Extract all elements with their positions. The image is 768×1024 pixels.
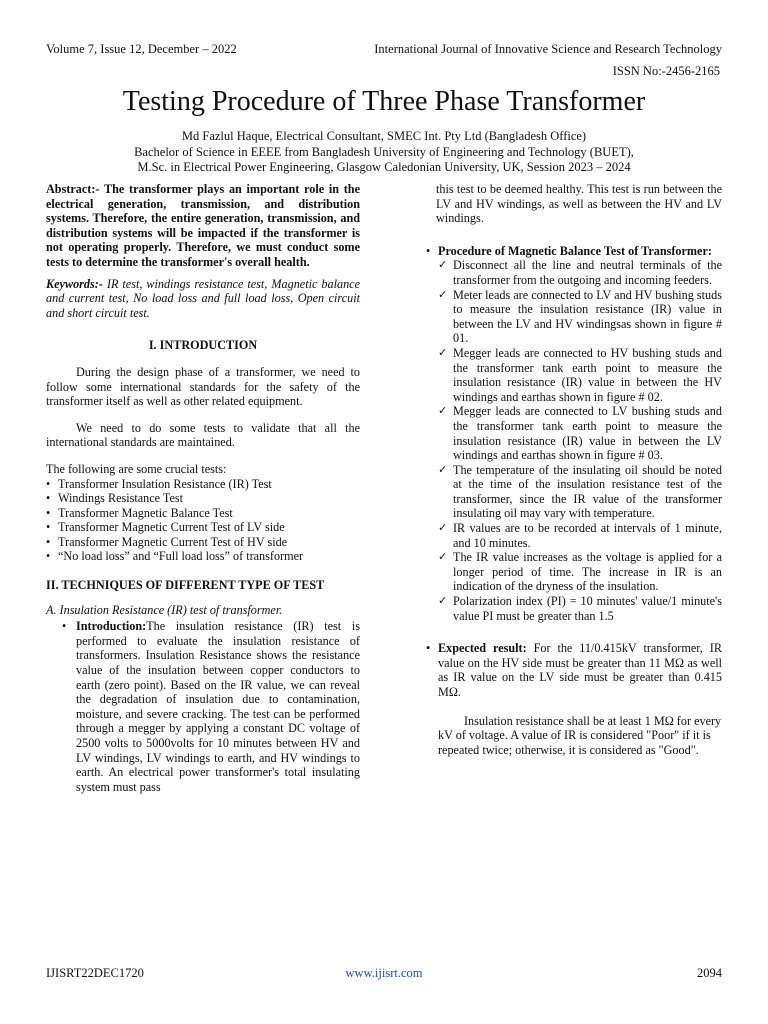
list-item: • Windings Resistance Test: [46, 491, 360, 506]
left-column: [46, 182, 360, 794]
introduction-text: The insulation resistance (IR) test is performed to evaluate the insulation resistance of transformers. Insulation Resistance shows the resistance value of the insulation between copper conductors to earth (zero point). Based on the IR value, we can reveal the degradation of insulation due to contamination, moisture, and severe cracking. The test can be performed through a megger by applying a constant DC voltage of 2500 volts to 5000volts for 10 minutes between HV and LV windings, LV windings to earth, and HV windings to earth. An electrical power transformer's total insulating system must pass: [76, 619, 360, 794]
checkmark-icon: ✓: [438, 463, 448, 476]
continued-paragraph: this test to be deemed healthy. This test is run between the LV and HV windings, as well as between the HV and LV windings.: [436, 182, 722, 226]
author-block: [0, 129, 768, 176]
section-heading-techniques: II. TECHNIQUES OF DIFFERENT TYPE OF TEST: [46, 578, 325, 593]
list-item: ✓ Disconnect all the line and neutral terminals of the transformer from the outgoing and incoming feeders.: [438, 258, 722, 287]
checkmark-icon: ✓: [438, 346, 448, 359]
expected-label: Expected result:: [438, 641, 527, 656]
checkmark-icon: ✓: [438, 259, 448, 272]
procedure-steps: [426, 258, 722, 623]
keywords-label: Keywords:-: [46, 276, 103, 291]
bullet-icon: •: [426, 243, 431, 258]
list-item: ✓ Meter leads are connected to LV and HV bushing studs to measure the insulation resistance (IR) value in between the LV and HV windingsas shown in figure # 01.: [438, 287, 722, 346]
tests-list: [46, 477, 360, 565]
intro-paragraph-1: During the design phase of a transformer, we need to follow some international standards for the safety of the transformer itself as well as other related equipment.: [46, 364, 360, 409]
keywords: [46, 277, 360, 321]
list-item: ✓ The IR value increases as the voltage is applied for a longer period of time. The increase in IR is an indication of the dryness of the insulation.: [438, 550, 722, 594]
paper-title: Testing Procedure of Three Phase Transformer: [122, 86, 646, 117]
checkmark-icon: ✓: [438, 522, 448, 535]
introduction-bullet: [46, 619, 360, 794]
header-journal: International Journal of Innovative Science and Research Technology: [374, 42, 722, 56]
author-line-1: Md Fazlul Haque, Electrical Consultant, SMEC Int. Pty Ltd (Bangladesh Office): [181, 129, 587, 143]
list-item: • Transformer Magnetic Balance Test: [46, 506, 360, 521]
tests-intro: The following are some crucial tests:: [46, 461, 227, 476]
section-heading-introduction: I. INTRODUCTION: [148, 338, 258, 353]
footer-website-link[interactable]: www.ijisrt.com: [345, 966, 423, 980]
abstract: Abstract:- The transformer plays an important role in the electrical generation, transmission, and distribution systems. Therefore, the entire generation, transmission, and distribution systems will be impacted if the transformer is not operating properly. Therefore, we must conduct some tests to determine the transformer's overall health.: [46, 182, 360, 269]
header-issn: ISSN No:-2456-2165: [612, 64, 720, 78]
list-item: ✓ The temperature of the insulating oil should be noted at the time of the insulation resistance test of the transformer, since the IR value of the transformer insulating oil may vary with temperature.: [438, 462, 722, 521]
list-item: ✓ IR values are to be recorded at intervals of 1 minute, and 10 minutes.: [438, 521, 722, 550]
checkmark-icon: ✓: [438, 405, 448, 418]
checkmark-icon: ✓: [438, 595, 448, 608]
author-line-2: Bachelor of Science in EEEE from Bangladesh University of Engineering and Technology (BUET),: [134, 144, 634, 159]
bullet-icon: •: [426, 641, 431, 656]
bullet-icon: •: [62, 619, 67, 634]
list-item: • Transformer Magnetic Current Test of HV side: [46, 535, 360, 550]
list-item: ✓ Megger leads are connected to LV bushing studs and the transformer tank earth point to measure the insulation resistance (IR) value in between the LV windings and earthas shown in figure # 03.: [438, 404, 722, 463]
checkmark-icon: ✓: [438, 551, 448, 564]
checkmark-icon: ✓: [438, 288, 448, 301]
list-item: • Transformer Insulation Resistance (IR) Test: [46, 477, 360, 492]
list-item: • “No load loss” and “Full load loss” of transformer: [46, 549, 360, 564]
expected-text: For the 11/0.415kV transformer, IR value on the HV side must be greater than 11 MΩ as well as IR value on the LV side must be greater than 0.415 MΩ.: [438, 641, 722, 699]
intro-paragraph-2: We need to do some tests to validate that all the international standards are maintained.: [46, 420, 360, 450]
list-item: ✓ Polarization index (PI) = 10 minutes' value/1 minute's value PI must be greater than 1.5: [438, 594, 722, 623]
introduction-label: Introduction:: [76, 619, 147, 634]
procedure-label: Procedure of Magnetic Balance Test of Transformer:: [438, 243, 712, 258]
author-line-3: M.Sc. in Electrical Power Engineering, Glasgow Caledonian University, UK, Session 2023 – 2024: [137, 160, 631, 174]
subsection-heading-ir-test: A. Insulation Resistance (IR) test of transformer.: [46, 602, 283, 617]
right-column: [426, 182, 722, 757]
keywords-text: IR test, windings resistance test, Magnetic balance and current test, No load loss and full load loss, Open circuit and short circuit test.: [46, 276, 360, 320]
footer-article-id: IJISRT22DEC1720: [46, 966, 144, 980]
list-item: • Transformer Magnetic Current Test of LV side: [46, 520, 360, 535]
procedure-heading: [426, 244, 722, 259]
final-paragraph: Insulation resistance shall be at least 1 MΩ for every kV of voltage. A value of IR is considered "Poor" if it is repeated twice; otherwise, it is considered as "Good".: [438, 713, 722, 757]
list-item: ✓ Megger leads are connected to HV bushing studs and the transformer tank earth point to measure the insulation resistance (IR) value in between the HV windings and earthas shown in figure # 02.: [438, 345, 722, 404]
expected-result: [426, 641, 722, 699]
header-volume: Volume 7, Issue 12, December – 2022: [46, 42, 237, 56]
footer-page-number: 2094: [697, 966, 722, 980]
